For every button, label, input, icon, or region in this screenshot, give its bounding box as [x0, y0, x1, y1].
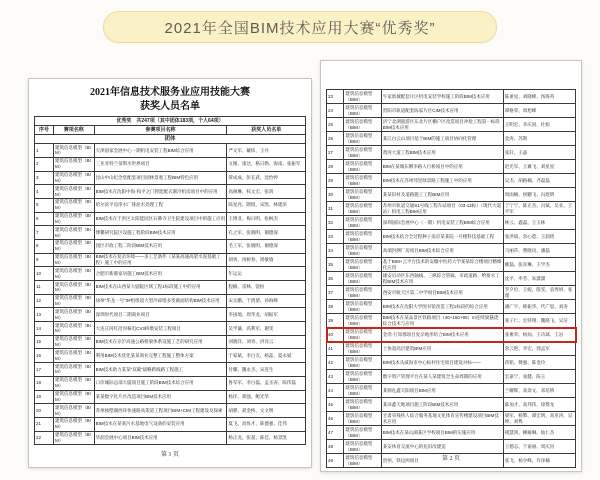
row-category: 建筑信息模型（BIM）	[344, 384, 381, 398]
row-number: 49	[327, 454, 344, 468]
row-category: 建筑信息模型（BIM）	[344, 132, 381, 146]
row-winners: 刘晓洋、刘青、洪泽云	[227, 335, 306, 349]
row-project: BIM技术在苏州邻里绿景路工程施工中的应用	[381, 174, 503, 188]
row-category: 建筑信息模型（BIM）	[344, 342, 381, 356]
page1-title-line2: 获奖人员名单	[140, 100, 200, 112]
row-number: 43	[327, 370, 344, 384]
table-row	[327, 132, 576, 146]
row-winners: 胡勇、汤树春、周敏瑜	[227, 253, 306, 267]
row-project: 苏州独墅湖西环快速路高架道工程项目BIM+CIM工程建设及探索	[94, 404, 227, 418]
award-table-page2	[326, 89, 576, 468]
table-row	[327, 314, 576, 328]
row-number: 25	[327, 118, 344, 132]
row-project: 贵州、铁边两项目	[381, 454, 503, 468]
page-banner	[103, 11, 497, 43]
table-row	[35, 198, 306, 212]
row-category: 建筑信息模型（BIM）	[344, 146, 381, 160]
row-project: 某泽鑫天地项目施工阶段BIM技术应用	[381, 398, 503, 412]
row-number: 6	[35, 212, 54, 226]
table-row	[35, 226, 306, 240]
row-winners: 宋太鹏、于倩倩、孙海峰	[227, 294, 306, 308]
page1-rows	[35, 144, 306, 445]
row-project: BIM技术在某品景区铁路项目（40+160+90）m连续梁悬浇综合技术与应用	[381, 314, 503, 328]
row-winners: 罗夕俭、王妮、殷雯、袁秀妍、张瑾	[503, 286, 575, 300]
row-winners: 高俊琳、权文宏、张鸿	[227, 185, 306, 199]
row-number: 10	[35, 267, 54, 281]
table-header-row	[35, 126, 306, 135]
row-winners: 王明宏、李庆国、杜娟	[503, 118, 575, 132]
row-project: 西安市航天区第二中学项目BIM技术应用	[381, 286, 503, 300]
row-project: BIM在某城东侧李路人行桥项目中的应用	[381, 160, 503, 174]
row-number: 37	[327, 286, 344, 300]
row-category: 建筑信息模型（BIM）	[344, 160, 381, 174]
row-number: 9	[35, 253, 54, 267]
page1-title-line1: 2021年信息技术服务业应用技能大赛	[90, 87, 250, 98]
row-category: 建筑信息模型（BIM）	[53, 267, 94, 281]
row-category: 建筑信息模型（BIM）	[53, 281, 94, 295]
row-project: 徐州“华龙一号”3#机组超大型冷却塔多变截面结构BIM技术应用	[94, 294, 227, 308]
table-row	[327, 300, 576, 314]
row-winners: 王德志、于嘉丽、周庆河	[503, 440, 575, 454]
table-row	[327, 104, 576, 118]
row-project: 合肥市新港家居施工BIM技术应用	[94, 267, 227, 281]
row-number: 13	[35, 308, 54, 322]
table-row	[35, 431, 306, 445]
row-number: 32	[327, 216, 344, 230]
row-category: 建筑信息模型（BIM）	[344, 356, 381, 370]
row-project: 黄河大道工程BIM技术应用	[381, 146, 503, 160]
row-project: 苏州市轨道交通S1号线工程车站项目（03-12标）（现代大道站）机电工程BIM应用	[381, 202, 503, 216]
row-number: 48	[327, 440, 344, 454]
row-category: 建筑信息模型（BIM）	[53, 144, 94, 158]
row-number: 38	[327, 300, 344, 314]
row-number: 24	[327, 104, 344, 118]
table-row	[35, 363, 306, 377]
row-category: 建筑信息模型（BIM）	[344, 216, 381, 230]
row-project: 数字资产管理平台在某人某建筑全生命周期的应用	[381, 370, 503, 384]
row-project: BIM技术在山西某大剧院区域工程1标段施工中的应用	[94, 281, 227, 295]
row-number: 23	[327, 90, 344, 104]
row-number: 19	[35, 390, 54, 404]
row-winners: 金涛、苏斯	[503, 132, 575, 146]
row-project: 济宁北湖旅游区东北片区棚户区改造项目冲抢工程第一标段BIM技术应用	[381, 118, 503, 132]
row-winners: 周雨楠、侯鹏飞、冯煜明	[503, 188, 575, 202]
row-category: 建筑信息模型（BIM）	[344, 272, 381, 286]
row-project: 深圳国际会展中心（一期）机电安装工程BIM综合应用	[381, 216, 503, 230]
row-category: 建筑信息模型（BIM）	[53, 253, 94, 267]
table-row	[35, 335, 306, 349]
table-row	[35, 212, 306, 226]
row-project: BIM技术在某某污水基地电气设备的安装应用	[94, 417, 227, 431]
row-category: 建筑信息模型（BIM）	[53, 404, 94, 418]
row-category: 建筑信息模型（BIM）	[344, 454, 381, 468]
row-project: 天津国家会展中心一期机电安装工程BIM综合应用	[94, 144, 227, 158]
table-row	[35, 281, 306, 295]
table-row	[327, 342, 576, 356]
row-number: 1	[35, 144, 54, 158]
table-row	[327, 258, 576, 272]
table-row	[327, 146, 576, 160]
row-project: 华润会展中心项目BIM技术应用	[94, 431, 227, 445]
row-number: 35	[327, 258, 344, 272]
row-winners: 陈星亮、隋煜、宋凯、林建滨	[227, 198, 306, 212]
row-project: 高端封测厂房项目BIM技术综合应用	[381, 244, 503, 258]
table-row	[327, 216, 576, 230]
table-row	[35, 185, 306, 199]
row-category: 建筑信息模型（BIM）	[344, 202, 381, 216]
row-project: BIM技术助力某某“双碳”战略跨线路工程施工	[94, 363, 227, 377]
row-winners: 胡骅、聂金桥、文文明	[227, 404, 306, 418]
row-winners: 吴学谦、高利军、谢雯	[227, 322, 306, 336]
row-project: BIM技术从威海市中心标杆住宅项目建设对标——	[381, 356, 503, 370]
row-winners: 王博亚、梅日明、张枫杰	[227, 212, 306, 226]
table-row	[327, 118, 576, 132]
row-winners: 文刚、康达、格日勒、海南、张振军	[227, 157, 306, 171]
row-category: 建筑信息模型（BIM）	[344, 300, 381, 314]
row-number: 42	[327, 356, 344, 370]
table-row	[35, 294, 306, 308]
row-category: 建筑信息模型（BIM）	[53, 349, 94, 363]
row-category: 建筑信息模型（BIM）	[344, 230, 381, 244]
row-winners: 杨正龙、张超、陈佳、杨景凯	[227, 431, 306, 445]
row-number: 17	[35, 363, 54, 377]
row-number: 15	[35, 335, 54, 349]
row-winners: 梁军、杨擎、谭宏明、高亚涛、吴坤、刘隽	[503, 412, 575, 426]
row-winners: 张飞、杨少峰、许泽楠	[503, 454, 575, 468]
row-project: 昆山中山纪念堂配套项目园林景观工程BIM特色应用	[94, 171, 227, 185]
table-row	[35, 267, 306, 281]
table-row	[327, 440, 576, 454]
row-winners: 沈平、申芳、朱潇潇	[503, 272, 575, 286]
row-category: 建筑信息模型（BIM）	[344, 440, 381, 454]
row-category: 建筑信息模型（BIM）	[344, 104, 381, 118]
row-category: 建筑信息模型（BIM）	[53, 431, 94, 445]
scanned-page-2	[320, 60, 582, 472]
row-number: 31	[327, 202, 344, 216]
table-row	[327, 272, 576, 286]
table-row	[327, 90, 576, 104]
row-number: 16	[35, 349, 54, 363]
row-winners: 陈加才、高邦伟、徐赞龙	[503, 398, 575, 412]
row-winners: 杨洋、郑强、鲍光华	[227, 390, 306, 404]
row-winners: 马丽莎、曹晓岚、潘磊	[503, 244, 575, 258]
row-number: 14	[35, 322, 54, 336]
row-winners: 吴杰、胡路楠、齐磊磊	[503, 174, 575, 188]
row-number: 5	[35, 198, 54, 212]
award-table-page1	[34, 116, 306, 445]
row-category: 建筑信息模型（BIM）	[53, 390, 94, 404]
row-winners: 张俊荣、杨灿、王功球、王岩	[503, 328, 575, 342]
row-winners: 蒋铭、傅强、陈金玲	[503, 356, 575, 370]
row-project: BIM技术在沈阳中海·和平之门智能配式制冷机房项目中的应用	[94, 185, 227, 199]
row-project: 某安体育交流中心的危旧改建造	[381, 440, 503, 454]
row-winners: 丁宁宁、陈正杰、冯斌、吴亚、王平军	[503, 202, 575, 216]
row-project: 甘肃省残疾人综合服务基地文化体育宣传楼建设项目BIM技术应用	[381, 412, 503, 426]
row-number: 26	[327, 132, 344, 146]
col-header-category: 赛项名称	[53, 126, 94, 135]
row-project: 大连庄河红沿河核电CV3桥墩安装工程项目	[94, 322, 227, 336]
row-project: 深圳时代项目二期商业项目	[94, 308, 227, 322]
table-row	[327, 244, 576, 258]
row-winners: 余云艳、李宏、郭孟军	[503, 342, 575, 356]
table-row	[327, 286, 576, 300]
row-number: 29	[327, 174, 344, 188]
row-project: 某江白云山项目基于BIM的施工项目协同化管理	[381, 132, 503, 146]
scanned-page-1	[28, 78, 312, 468]
table-row	[35, 349, 306, 363]
row-category: 建筑信息模型（BIM）	[53, 335, 94, 349]
row-category: 建筑信息模型（BIM）	[344, 426, 381, 440]
table-row	[35, 376, 306, 390]
row-category: 建筑信息模型（BIM）	[344, 244, 381, 258]
row-number: 22	[35, 431, 54, 445]
row-winners: 于家斌、李白友、杨蕊、夏永斌	[227, 349, 306, 363]
page1-footer: 第 1 页	[160, 452, 179, 458]
row-category: 建筑信息模型（BIM）	[53, 171, 94, 185]
col-header-winners: 获奖人员名单	[227, 126, 306, 135]
row-number: 4	[35, 185, 54, 199]
table-row	[327, 384, 576, 398]
table-row	[327, 328, 576, 342]
row-number: 44	[327, 384, 344, 398]
row-number: 40	[327, 328, 344, 342]
row-winners: 年运运	[227, 267, 306, 281]
row-number: 20	[35, 404, 54, 418]
row-winners: 宏嘉宁、张健、陈玉	[503, 370, 575, 384]
row-number: 47	[327, 426, 344, 440]
row-winners: 褚慧鸿、柳雁琳、仙仁杰	[503, 426, 575, 440]
row-category: 建筑信息模型（BIM）	[344, 412, 381, 426]
row-category: 建筑信息模型（BIM）	[344, 90, 381, 104]
table-row	[327, 174, 576, 188]
row-winners: 李国地、周华龙、胡振军	[227, 308, 306, 322]
table-row	[327, 370, 576, 384]
row-winners: 夏飞、高烁才、陈德强、佳伟	[227, 417, 306, 431]
row-winners: 覃成成、彭长武、沈怡婷	[227, 171, 306, 185]
row-winners: 赵光军、王翼飞、刘星星	[503, 160, 575, 174]
row-category: 建筑信息模型（BIM）	[344, 314, 381, 328]
row-project: BIM技术在某山湖某区学校项目BIM的实施应用	[381, 426, 503, 440]
row-project: 三亚亚特兰蒂斯水世界项目	[94, 157, 227, 171]
row-category: 建筑信息模型（BIM）	[53, 308, 94, 322]
row-category: 建筑信息模型（BIM）	[344, 370, 381, 384]
row-category: 建筑信息模型（BIM）	[53, 363, 94, 377]
table-row	[35, 157, 306, 171]
row-number: 46	[327, 412, 344, 426]
table-row	[35, 390, 306, 404]
table-row	[35, 417, 306, 431]
table-row	[35, 171, 306, 185]
row-number: 11	[35, 281, 54, 295]
row-winners: 孔之军、张晓明、谢德深	[227, 226, 306, 240]
row-number: 34	[327, 244, 344, 258]
table-row	[327, 356, 576, 370]
row-winners: 潘广宇、韩振华、代广思、刘涛	[503, 300, 575, 314]
col-header-project: 参赛项目名称	[94, 126, 227, 135]
table-row	[35, 308, 306, 322]
row-project: 口岸城际总部大厦项目施工阶段BIM技术综合应用	[94, 376, 227, 390]
row-project: 利用BIM技术优化某某商业完整工程施工整体方案	[94, 349, 227, 363]
row-number: 2	[35, 157, 54, 171]
summary-line: 优秀奖 共247项（其中团体183项，个人64项）	[35, 117, 306, 126]
row-category: 建筑信息模型（BIM）	[53, 294, 94, 308]
row-number: 33	[327, 230, 344, 244]
row-project: 哈尔滨平房净水厂排泥水处理工程	[94, 198, 227, 212]
table-row	[327, 230, 576, 244]
table-row	[35, 322, 306, 336]
row-number: 36	[327, 272, 344, 286]
row-project: 金湾·行知郡项目复杂地形结合BIM技术应用	[381, 328, 503, 342]
row-winners: 张洪斌、余心愿、王润琦	[503, 230, 575, 244]
row-category: 建筑信息模型（BIM）	[53, 226, 94, 240]
row-winners: 林云、鑫磊、王玉林	[503, 216, 575, 230]
row-project: 某源礼鑫天阳项目BIM应用	[381, 384, 503, 398]
row-project: BIM技术结合全过程种子南京某某院一号楼科技基础工程	[381, 230, 503, 244]
row-category: 建筑信息模型（BIM）	[344, 398, 381, 412]
table-row	[327, 426, 576, 440]
row-winners: 谭格荣、周旭峰	[503, 104, 575, 118]
row-category: 建筑信息模型（BIM）	[53, 185, 94, 199]
row-category: 建筑信息模型（BIM）	[53, 376, 94, 390]
row-number: 8	[35, 239, 54, 253]
row-category: 建筑信息模型（BIM）	[344, 118, 381, 132]
row-project: 某某数字化片区改造项目BIM技术应用	[94, 390, 227, 404]
banner-title: 2021年全国BIM技术应用大赛“优秀奖”	[164, 19, 436, 37]
row-number: 18	[35, 376, 54, 390]
row-winners: 毛工军、张晓明、谢德深	[227, 239, 306, 253]
table-row	[327, 188, 576, 202]
table-row	[327, 160, 576, 174]
section-label-group: 团体	[35, 135, 306, 144]
row-number: 41	[327, 342, 344, 356]
row-project: 土体超高层建筑BIM应用	[381, 342, 503, 356]
row-category: 建筑信息模型（BIM）	[344, 328, 381, 342]
row-project: 雄安启动区东西轴线、三纵综合管廊、市政道路、给排水工程BIM技术应用	[381, 272, 503, 286]
row-category: 建筑信息模型（BIM）	[344, 188, 381, 202]
row-project: 基于BIM+云平台技术的安徽中医药大学某某综合楼项目精细化应用	[382, 258, 502, 270]
table-row	[35, 239, 306, 253]
row-winners: 张子仁、宏特翔、魏晓飞、吴洁	[503, 314, 575, 328]
table-row	[35, 404, 306, 418]
table-row	[35, 144, 306, 158]
table-row	[327, 202, 576, 216]
row-number: 21	[35, 417, 54, 431]
row-project: BIM技术在于洪区太阳能园区石佛寺卫生院建设项目中的施工应用	[94, 212, 227, 226]
row-winners: 付璐、魏永杰、宋连生	[227, 363, 306, 377]
table-row	[35, 253, 306, 267]
row-number: 39	[327, 314, 344, 328]
row-category: 建筑信息模型（BIM）	[53, 212, 94, 226]
row-winners: 程楠、雷林、饶恒	[227, 281, 306, 295]
row-number: 7	[35, 226, 54, 240]
row-category: 建筑信息模型（BIM）	[53, 198, 94, 212]
row-winners: 陈重星、刘晓峰、汤海英	[503, 90, 575, 104]
row-project: BIM技术在复杂环境——多工艺条件（某某高速高架水泥基础工程）施工中的应用	[94, 253, 227, 267]
row-number: 12	[35, 294, 54, 308]
row-project: BIM技术在京沪高速公路桥梁体系设施工艺的研究应用	[94, 335, 227, 349]
row-winners: 姚磊、张育琳、王学杰	[503, 258, 575, 272]
col-header-no: 序号	[35, 126, 54, 135]
row-winners: 严文军、戴炜、王丹	[227, 144, 306, 158]
row-number: 3	[35, 171, 54, 185]
row-project: 园区市政工程二阶段BIM技术应用	[94, 239, 227, 253]
row-category: 建筑信息模型（BIM）	[53, 417, 94, 431]
row-category: 建筑信息模型（BIM）	[344, 286, 381, 300]
row-project: 牛家新城配套片区机电安装学校施工阶段BIM技术应用	[381, 90, 503, 104]
row-project: BIM技术在沈阳大学图书馆改造工程1标段的综合应用	[381, 300, 503, 314]
row-category: 建筑信息模型（BIM）	[53, 239, 94, 253]
row-winners: 鲁军军、李白磊、孟圣涛、陈伟磊	[227, 376, 306, 390]
row-number: 45	[327, 398, 344, 412]
row-winners: 兰耀辉、高余文、邓培娇	[503, 384, 575, 398]
row-category: 建筑信息模型（BIM）	[344, 258, 381, 272]
row-category: 建筑信息模型（BIM）	[344, 174, 381, 188]
table-row	[327, 412, 576, 426]
row-number: 28	[327, 160, 344, 174]
row-category: 建筑信息模型（BIM）	[53, 157, 94, 171]
page2-rows	[327, 90, 576, 468]
row-project: 贵阳市轨道配套陈家片区CIM技术应用	[381, 104, 503, 118]
row-project: 博鳌研究院区设施工程阶段BIM技术应用	[94, 226, 227, 240]
row-winners: 张轩、王晶	[503, 146, 575, 160]
table-row	[327, 398, 576, 412]
row-category: 建筑信息模型（BIM）	[53, 322, 94, 336]
row-number: 30	[327, 188, 344, 202]
row-project: 某某旧村及道路施工工程BIM应用	[381, 188, 503, 202]
page2-footer: 第 2 页	[441, 456, 460, 462]
row-number: 27	[327, 146, 344, 160]
